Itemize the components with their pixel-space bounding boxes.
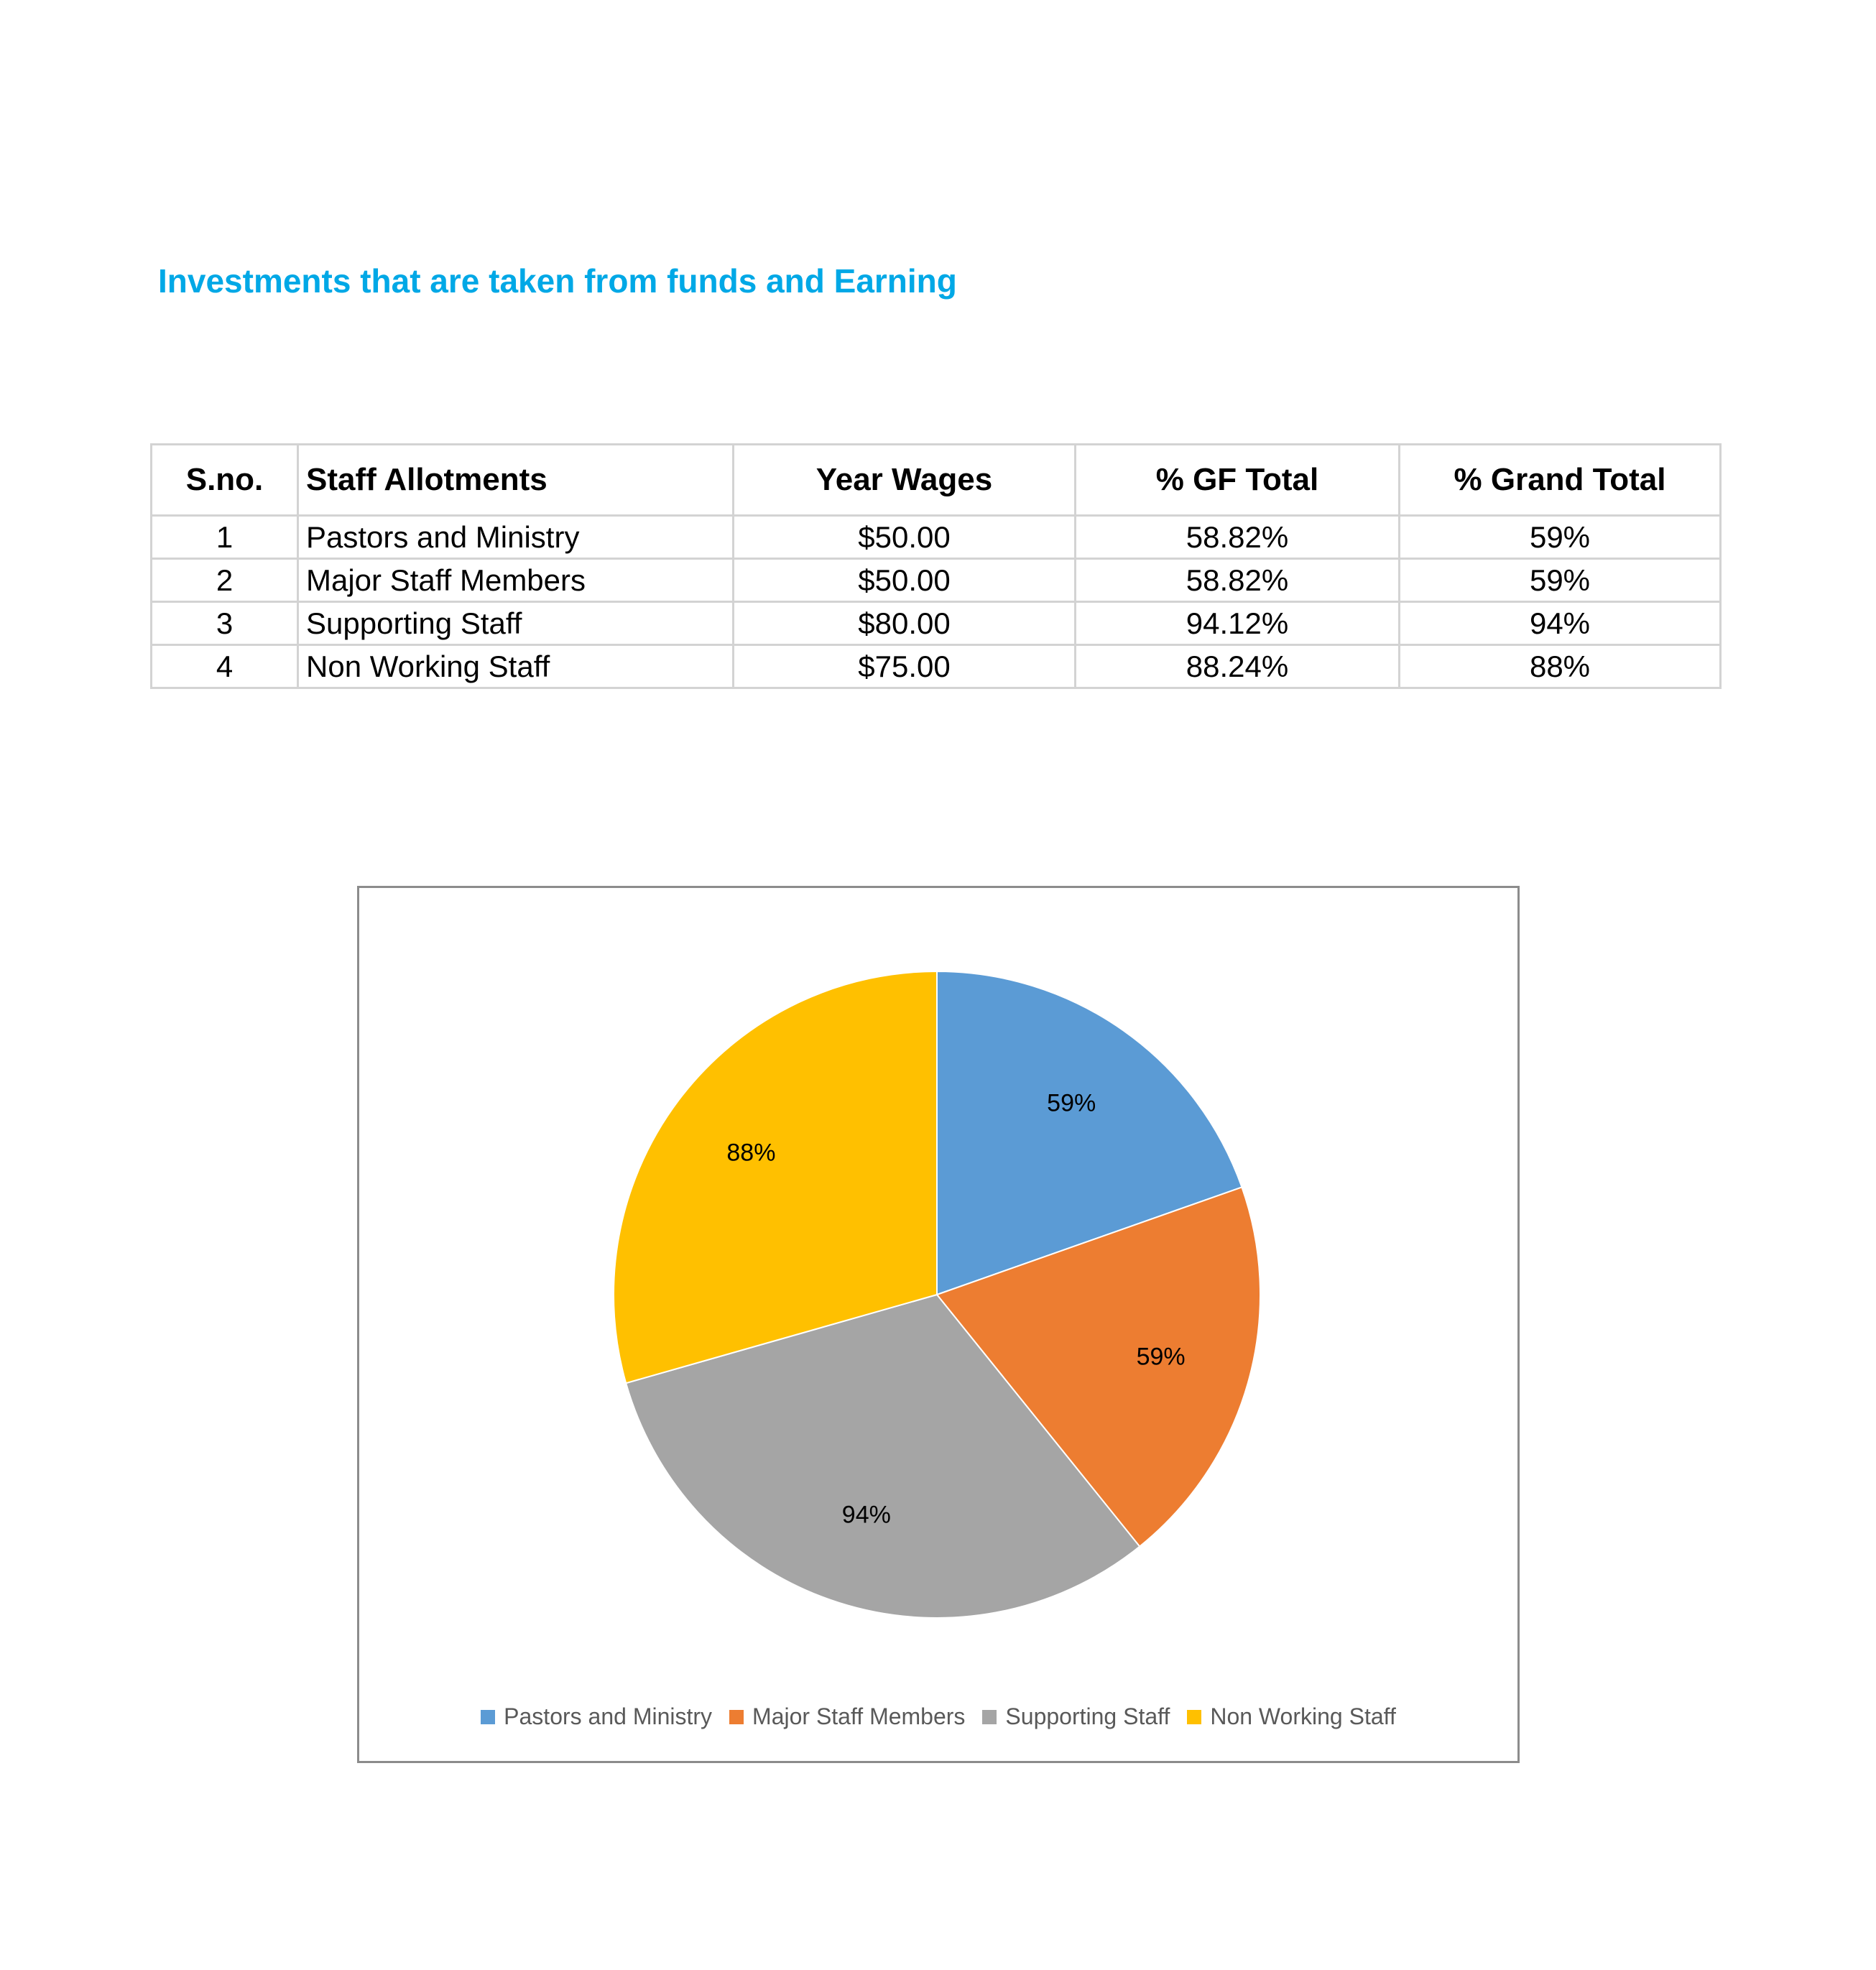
pie-data-label: 59%	[1047, 1089, 1096, 1117]
legend-label: Major Staff Members	[752, 1703, 966, 1729]
page-title: Investments that are taken from funds and Earning	[158, 262, 957, 300]
table-row	[152, 602, 1721, 645]
cell-sno: 3	[152, 602, 298, 645]
legend-swatch	[1187, 1710, 1201, 1724]
cell-sno: 1	[152, 516, 298, 559]
legend-item	[729, 1703, 965, 1730]
header-grand-total: % Grand Total	[1400, 445, 1721, 516]
legend-swatch	[982, 1710, 997, 1724]
cell-gf-total: 58.82%	[1076, 516, 1400, 559]
staff-allotments-table	[150, 443, 1722, 689]
table-row	[152, 516, 1721, 559]
cell-staff-name: Pastors and Ministry	[298, 516, 734, 559]
cell-staff-name: Non Working Staff	[298, 645, 734, 688]
pie-chart-svg	[359, 888, 1517, 1761]
header-gf-total: % GF Total	[1076, 445, 1400, 516]
legend-label: Non Working Staff	[1210, 1703, 1396, 1729]
legend-item	[1187, 1703, 1396, 1730]
legend-swatch	[481, 1710, 495, 1724]
chart-legend	[359, 1703, 1517, 1730]
cell-year-wages: $50.00	[734, 559, 1076, 602]
legend-item	[982, 1703, 1170, 1730]
legend-label: Pastors and Ministry	[504, 1703, 713, 1729]
cell-grand-total: 94%	[1400, 602, 1721, 645]
legend-swatch	[729, 1710, 744, 1724]
cell-year-wages: $50.00	[734, 516, 1076, 559]
cell-gf-total: 94.12%	[1076, 602, 1400, 645]
table-row	[152, 559, 1721, 602]
cell-grand-total: 59%	[1400, 516, 1721, 559]
cell-gf-total: 58.82%	[1076, 559, 1400, 602]
table-row	[152, 645, 1721, 688]
legend-item	[481, 1703, 712, 1730]
cell-sno: 4	[152, 645, 298, 688]
pie-data-label: 59%	[1136, 1343, 1186, 1371]
header-staff-allotments: Staff Allotments	[298, 445, 734, 516]
cell-grand-total: 59%	[1400, 559, 1721, 602]
cell-gf-total: 88.24%	[1076, 645, 1400, 688]
cell-year-wages: $75.00	[734, 645, 1076, 688]
legend-label: Supporting Staff	[1005, 1703, 1170, 1729]
cell-grand-total: 88%	[1400, 645, 1721, 688]
header-sno: S.no.	[152, 445, 298, 516]
header-year-wages: Year Wages	[734, 445, 1076, 516]
cell-sno: 2	[152, 559, 298, 602]
cell-staff-name: Major Staff Members	[298, 559, 734, 602]
pie-data-label: 88%	[726, 1139, 776, 1167]
cell-staff-name: Supporting Staff	[298, 602, 734, 645]
pie-data-label: 94%	[841, 1501, 891, 1529]
pie-chart	[357, 886, 1520, 1763]
cell-year-wages: $80.00	[734, 602, 1076, 645]
table-header-row	[152, 445, 1721, 516]
